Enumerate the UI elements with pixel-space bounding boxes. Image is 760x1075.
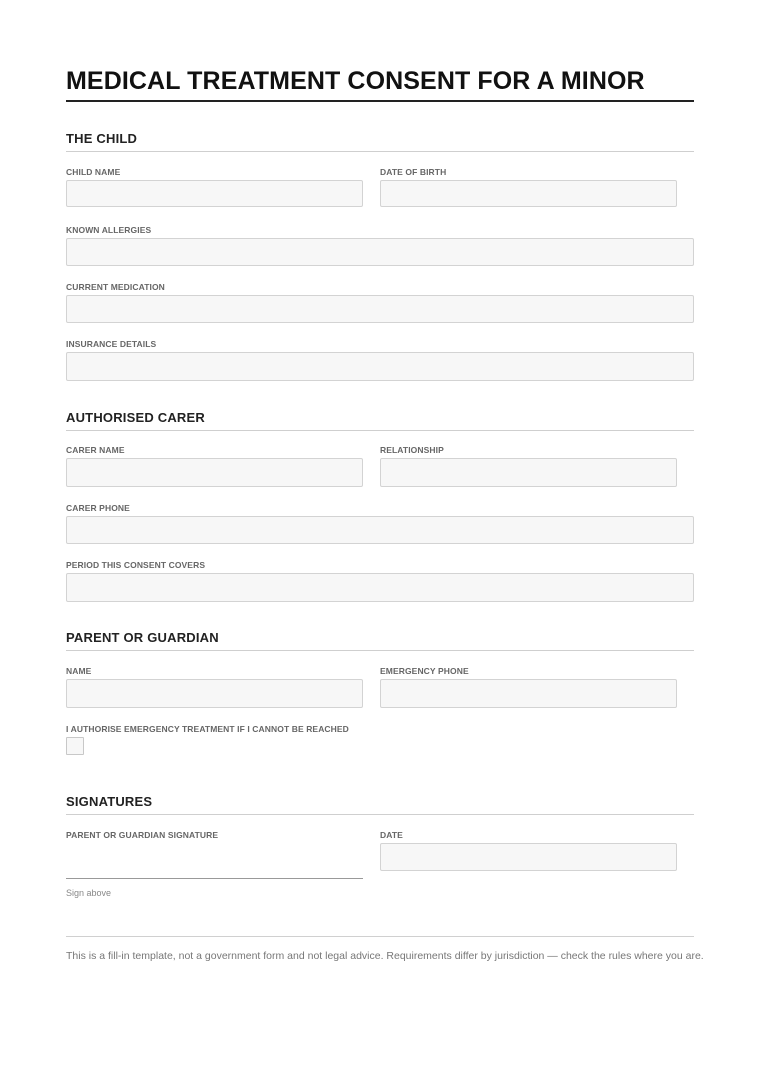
carer-name-field[interactable] — [66, 458, 363, 487]
relationship-label: RELATIONSHIP — [380, 445, 444, 455]
footer-divider — [66, 936, 694, 937]
section-heading-signatures: SIGNATURES — [66, 794, 694, 815]
footer-disclaimer: This is a fill-in template, not a government form and not legal advice. Requirements differ by jurisdiction — check the rules where you are. — [66, 950, 704, 962]
insurance-details-field[interactable] — [66, 352, 694, 381]
guardian-signature-label: PARENT OR GUARDIAN SIGNATURE — [66, 830, 219, 840]
current-medication-label: CURRENT MEDICATION — [66, 282, 165, 292]
date-of-birth-field[interactable] — [380, 180, 677, 207]
signature-date-label: DATE — [380, 830, 403, 840]
known-allergies-field[interactable] — [66, 238, 694, 266]
period-field[interactable] — [66, 573, 694, 602]
insurance-details-label: INSURANCE DETAILS — [66, 339, 157, 349]
known-allergies-label: KNOWN ALLERGIES — [66, 225, 152, 235]
child-name-label: CHILD NAME — [66, 167, 121, 177]
authorise-label: I AUTHORISE EMERGENCY TREATMENT IF I CANNOT BE REACHED — [66, 724, 349, 734]
page-title: MEDICAL TREATMENT CONSENT FOR A MINOR — [66, 66, 694, 102]
emergency-phone-label: EMERGENCY PHONE — [380, 666, 469, 676]
emergency-phone-field[interactable] — [380, 679, 677, 708]
authorise-checkbox[interactable] — [66, 737, 84, 755]
signature-line[interactable] — [66, 878, 363, 879]
sign-above-hint: Sign above — [66, 888, 112, 898]
period-label: PERIOD THIS CONSENT COVERS — [66, 560, 206, 570]
section-heading-carer: AUTHORISED CARER — [66, 410, 694, 431]
guardian-name-field[interactable] — [66, 679, 363, 708]
signature-date-field[interactable] — [380, 843, 677, 871]
guardian-name-label: NAME — [66, 666, 92, 676]
relationship-field[interactable] — [380, 458, 677, 487]
carer-phone-field[interactable] — [66, 516, 694, 544]
carer-name-label: CARER NAME — [66, 445, 125, 455]
carer-phone-label: CARER PHONE — [66, 503, 130, 513]
date-of-birth-label: DATE OF BIRTH — [380, 167, 447, 177]
section-heading-child: THE CHILD — [66, 131, 694, 152]
child-name-field[interactable] — [66, 180, 363, 207]
current-medication-field[interactable] — [66, 295, 694, 323]
section-heading-guardian: PARENT OR GUARDIAN — [66, 630, 694, 651]
